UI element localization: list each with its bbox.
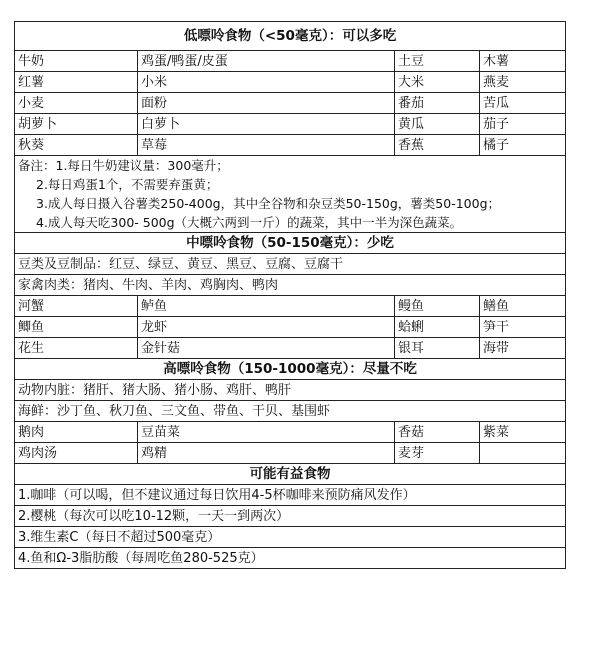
food-cell: 笋干: [480, 317, 566, 338]
food-category-line: 豆类及豆制品：红豆、绿豆、黄豆、黑豆、豆腐、豆腐干: [15, 254, 566, 275]
notes-cell: [15, 156, 566, 233]
section-header-beneficial: [15, 464, 566, 485]
food-cell: 小米: [138, 72, 395, 93]
beneficial-item: 3.维生素C（每日不超过500毫克）: [15, 527, 566, 548]
food-cell: 香蕉: [395, 135, 480, 156]
food-cell: 河蟹: [15, 296, 138, 317]
food-cell: 龙虾: [138, 317, 395, 338]
food-cell: 花生: [15, 338, 138, 359]
food-cell: 紫菜: [480, 422, 566, 443]
table-row: [15, 114, 566, 135]
table-row: [15, 443, 566, 464]
food-cell: 豆苗菜: [138, 422, 395, 443]
note-line: 2.每日鸡蛋1个，不需要弃蛋黄；: [36, 177, 219, 192]
food-cell: 大米: [395, 72, 480, 93]
food-cell: 鳗鱼: [395, 296, 480, 317]
note-line: 备注：1.每日牛奶建议量：300毫升；: [18, 158, 229, 173]
table-row: [15, 527, 566, 548]
food-cell: 木薯: [480, 51, 566, 72]
table-row: [15, 254, 566, 275]
table-row: [15, 485, 566, 506]
food-cell: 鸡肉汤: [15, 443, 138, 464]
table-row: [15, 93, 566, 114]
table-row: [15, 135, 566, 156]
table-row: [15, 548, 566, 569]
food-cell: 小麦: [15, 93, 138, 114]
section-header-high: [15, 359, 566, 380]
beneficial-item: 1.咖啡（可以喝，但不建议通过每日饮用4-5杯咖啡来预防痛风发作）: [15, 485, 566, 506]
food-cell: 面粉: [138, 93, 395, 114]
food-cell: 蛤蜊: [395, 317, 480, 338]
food-cell: 鸡蛋/鸭蛋/皮蛋: [138, 51, 395, 72]
purine-food-table: [14, 21, 566, 569]
food-cell: 香菇: [395, 422, 480, 443]
table-row: [15, 296, 566, 317]
mid-purine-title: 中嘌呤食物（50-150毫克）：少吃: [15, 233, 566, 254]
section-header-low: [15, 22, 566, 51]
table-row: [15, 506, 566, 527]
food-cell: 白萝卜: [138, 114, 395, 135]
note-line: 3.成人每日摄入谷薯类250-400g，其中全谷物和杂豆类50-150g，薯类50-100g；: [36, 196, 501, 211]
food-cell: 草莓: [138, 135, 395, 156]
food-cell: 土豆: [395, 51, 480, 72]
food-cell: 黄瓜: [395, 114, 480, 135]
note-line: 4.成人每天吃300- 500g（大概六两到一斤）的蔬菜，其中一半为深色蔬菜。: [36, 215, 463, 230]
food-cell: 鸡精: [138, 443, 395, 464]
food-category-line: 动物内脏：猪肝、猪大肠、猪小肠、鸡肝、鸭肝: [15, 380, 566, 401]
food-cell: 胡萝卜: [15, 114, 138, 135]
food-cell: 麦芽: [395, 443, 480, 464]
high-purine-title: 高嘌呤食物（150-1000毫克）：尽量不吃: [15, 359, 566, 380]
food-cell: 橘子: [480, 135, 566, 156]
table-row: [15, 401, 566, 422]
food-cell: 苦瓜: [480, 93, 566, 114]
notes-row: [15, 156, 566, 233]
beneficial-item: 2.樱桃（每次可以吃10-12颗，一天一到两次）: [15, 506, 566, 527]
food-cell: [480, 443, 566, 464]
table-row: [15, 51, 566, 72]
food-cell: 燕麦: [480, 72, 566, 93]
food-cell: 茄子: [480, 114, 566, 135]
food-cell: 鲈鱼: [138, 296, 395, 317]
table-row: [15, 72, 566, 93]
food-cell: 鲫鱼: [15, 317, 138, 338]
table-row: [15, 275, 566, 296]
table-row: [15, 338, 566, 359]
food-cell: 金针菇: [138, 338, 395, 359]
food-category-line: 家禽肉类：猪肉、牛肉、羊肉、鸡胸肉、鸭肉: [15, 275, 566, 296]
food-cell: 鳝鱼: [480, 296, 566, 317]
table-row: [15, 380, 566, 401]
beneficial-item: 4.鱼和Ω-3脂肪酸（每周吃鱼280-525克）: [15, 548, 566, 569]
table-row: [15, 422, 566, 443]
food-cell: 秋葵: [15, 135, 138, 156]
low-purine-title: 低嘌呤食物（<50毫克）：可以多吃: [15, 22, 566, 51]
table-row: [15, 317, 566, 338]
food-cell: 银耳: [395, 338, 480, 359]
food-category-line: 海鲜：沙丁鱼、秋刀鱼、三文鱼、带鱼、干贝、基围虾: [15, 401, 566, 422]
food-cell: 红薯: [15, 72, 138, 93]
section-header-mid: [15, 233, 566, 254]
food-cell: 鹅肉: [15, 422, 138, 443]
food-cell: 牛奶: [15, 51, 138, 72]
food-cell: 番茄: [395, 93, 480, 114]
beneficial-title: 可能有益食物: [15, 464, 566, 485]
food-cell: 海带: [480, 338, 566, 359]
